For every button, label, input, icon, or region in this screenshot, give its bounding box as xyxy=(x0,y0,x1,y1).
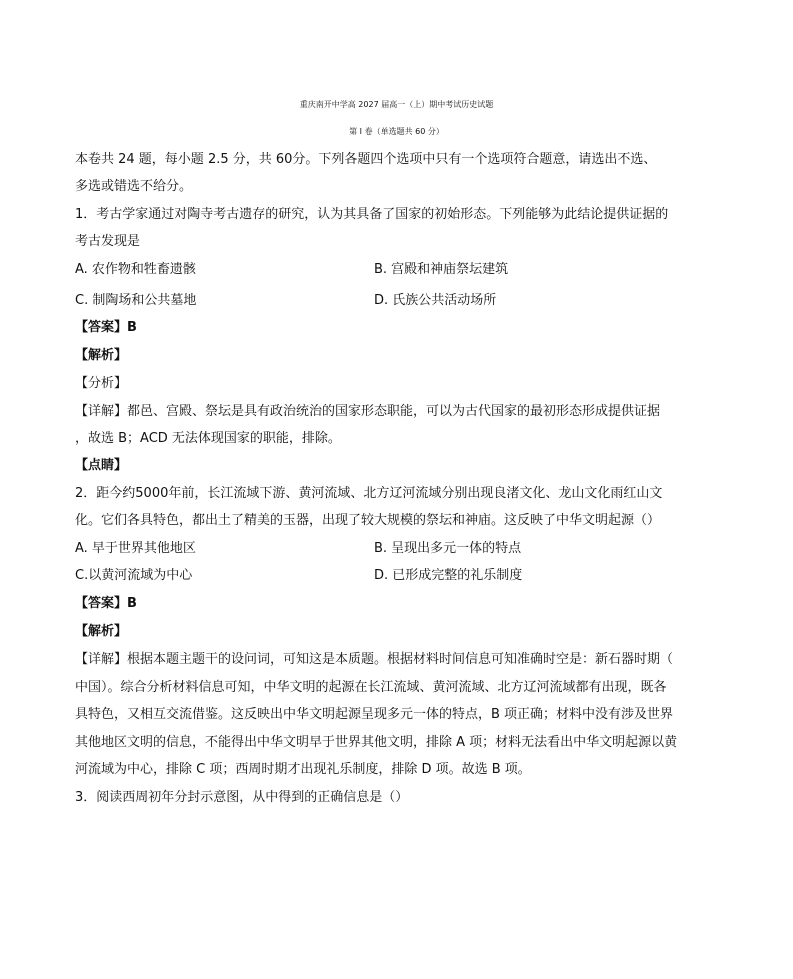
q1-option-a: A. 农作物和牲畜遗骸 xyxy=(75,262,196,277)
q1-stem-line-2: 考古发现是 xyxy=(75,234,141,249)
q1-answer: 【答案】B xyxy=(75,320,137,335)
q2-detail-line-1: 【详解】根据本题主题干的设问词，可知这是本质题。根据材料时间信息可知准确时空是：新石器时期（ xyxy=(75,652,674,667)
q2-detail-line-3: 具特色，又相互交流借鉴。这反映出中华文明起源呈现多元一体的特点，B 项正确；材料中没有涉及世界 xyxy=(75,707,674,722)
q2-stem-line-1: 2．距今约5000年前，长江流域下游、黄河流域、北方辽河流域分别出现良渚文化、龙山文化雨红山文 xyxy=(75,486,663,501)
exam-title: 重庆南开中学高 2027 届高一（上）期中考试历史试题 xyxy=(299,100,494,109)
q1-detail-line-2: ，故选 B；ACD 无法体现国家的职能，排除。 xyxy=(75,431,341,446)
q1-option-b: B. 宫殿和神庙祭坛建筑 xyxy=(374,262,509,277)
instructions-line-1: 本卷共 24 题，每小题 2.5 分，共 60分。下列各题四个选项中只有一个选项符合题意，请选出不选、 xyxy=(75,152,657,167)
q2-analysis-label: 【解析】 xyxy=(75,624,128,639)
q1-comment-label: 【点睛】 xyxy=(75,458,128,473)
q2-answer: 【答案】B xyxy=(75,596,137,611)
q2-stem-line-2: 化。它们各具特色，都出土了精美的玉器，出现了较大规模的祭坛和神庙。这反映了中华文明起源（） xyxy=(75,513,661,528)
q1-detail-line-1: 【详解】都邑、宫殿、祭坛是具有政治统治的国家形态职能，可以为古代国家的最初形态形成提供证据 xyxy=(75,404,661,419)
q2-option-b: B. 呈现出多元一体的特点 xyxy=(374,541,522,556)
instructions-line-2: 多选或错选不给分。 xyxy=(75,179,193,194)
q1-option-c: C. 制陶场和公共墓地 xyxy=(75,293,197,308)
q2-option-c: C.以黄河流域为中心 xyxy=(75,568,193,583)
q1-fenxi-label: 【分析】 xyxy=(75,376,128,391)
q2-detail-line-4: 其他地区文明的信息，不能得出中华文明早于世界其他文明，排除 A 项；材料无法看出中华文明起源以黄 xyxy=(75,735,678,750)
q1-analysis-label: 【解析】 xyxy=(75,348,128,363)
q1-option-d: D. 氏族公共活动场所 xyxy=(374,293,497,308)
q2-detail-line-2: 中国）。综合分析材料信息可知，中华文明的起源在长江流域、黄河流域、北方辽河流域都有出现，既各 xyxy=(75,680,667,695)
section-title: 第 I 卷（单选题共 60 分） xyxy=(349,127,444,136)
q1-stem-line-1: 1．考古学家通过对陶寺考古遗存的研究，认为其具备了国家的初始形态。下列能够为此结论提供证据的 xyxy=(75,207,669,222)
q2-detail-line-5: 河流域为中心，排除 C 项；西周时期才出现礼乐制度，排除 D 项。故选 B 项。 xyxy=(75,762,531,777)
q3-stem-line-1: 3．阅读西周初年分封示意图，从中得到的正确信息是（） xyxy=(75,790,409,805)
q2-option-a: A. 早于世界其他地区 xyxy=(75,541,196,556)
q2-option-d: D. 已形成完整的礼乐制度 xyxy=(374,568,523,583)
